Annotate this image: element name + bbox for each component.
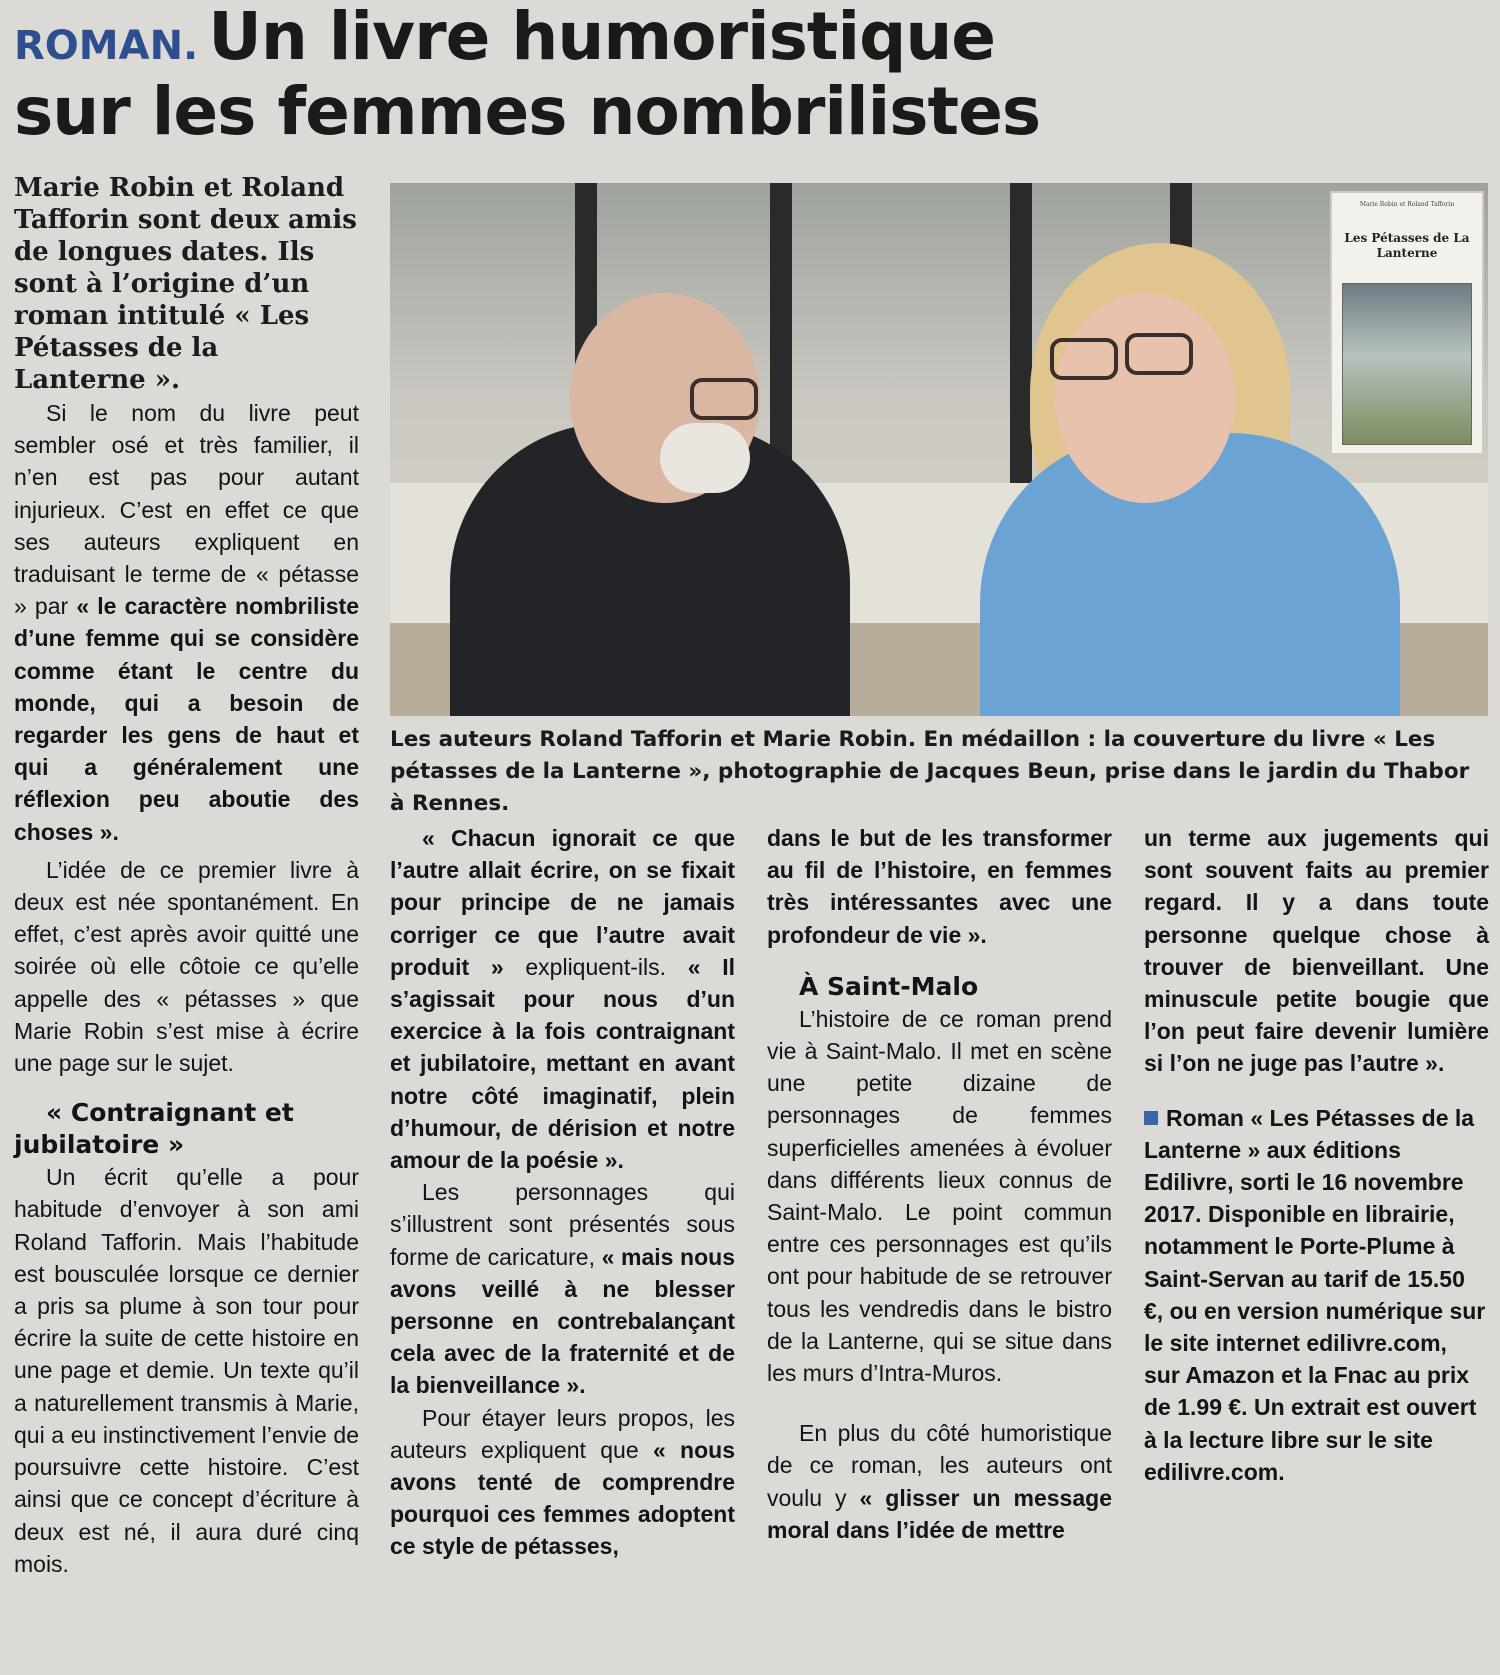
- cover-authors: Marie Robin et Roland Tafforin: [1359, 201, 1455, 208]
- bleed-through-left: [0, 0, 10, 1675]
- column-3: [767, 822, 1112, 1546]
- paragraph: [390, 1176, 735, 1401]
- photo-caption: Les auteurs Roland Tafforin et Marie Robin. En médaillon : la couverture du livre « Les pétasses de la Lanterne », photographie de Jacques Beun, prise dans le jardin du Thabor à Rennes.: [390, 727, 1470, 816]
- headline: [14, 0, 1144, 150]
- text: Si le nom du livre peut sembler osé et très familier, il n’en est pas pour autant injurieux. C’est en effet ce que ses auteurs expliquent en traduisant le terme de « pétasse » par: [14, 400, 359, 620]
- subhead: « Contraignant et jubilatoire »: [14, 1098, 294, 1160]
- text: expliquent-ils.: [503, 953, 688, 980]
- paragraph: L’histoire de ce roman prend vie à Saint-Malo. Il met en scène une petite dizaine de personnages de femmes superficielles amenées à évoluer dans différents lieux connus de Saint-Malo. Le point commun entre ces personnages est qu’ils ont pour habitude de se retrouver tous les vendredis dans le bistro de la Lanterne, qui se situe dans les murs d’Intra-Muros.: [767, 1005, 1112, 1387]
- subhead: À Saint-Malo: [799, 971, 979, 1001]
- woman-glasses-left: [1050, 338, 1118, 380]
- quote: « glisser un message moral dans l’idée de mettre: [767, 1484, 1112, 1543]
- column-4: [1144, 822, 1489, 1488]
- paragraph: [767, 1417, 1112, 1546]
- paragraph: [390, 822, 735, 1176]
- column-1: [14, 397, 359, 1580]
- quote: « le caractère nombriliste d’une femme qui se considère comme étant le centre du monde, qui a besoin de regarder les gens de haut et qui a généralement une réflexion peu aboutie des choses ».: [14, 593, 359, 845]
- paragraph: [14, 397, 359, 848]
- lede: Marie Robin et Roland Tafforin sont deux amis de longues dates. Ils sont à l’origine d’un roman intitulé « Les Pétasses de la Lanterne ».: [14, 173, 357, 395]
- paragraph: dans le but de les transformer au fil de l’histoire, en femmes très intéressantes avec une profondeur de vie ».: [767, 825, 1112, 948]
- text: En plus du côté humoristique de ce roman, les auteurs ont voulu y: [767, 1420, 1112, 1511]
- man-glasses: [690, 378, 758, 420]
- quote: « mais nous avons veillé à ne blesser personne en contrebalançant cela avec de la fraternité et de la bienveillance ».: [390, 1243, 736, 1399]
- woman-glasses-right: [1125, 333, 1193, 375]
- text: Pour étayer leurs propos, les auteurs expliquent que: [390, 1404, 735, 1463]
- paragraph: un terme aux jugements qui sont souvent faits au premier regard. Il y a dans toute personne quelque chose à trouver de bienveillant. Une minuscule petite bougie que l’on peut faire devenir lumière si l’on ne juge pas l’autre ».: [1144, 825, 1489, 1077]
- quote: « Il s’agissait pour nous d’un exercice à la fois contraignant et jubilatoire, mettant en avant notre côté imaginatif, plein d’humour, de dérision et notre amour de la poésie ».: [390, 953, 735, 1174]
- quote: « Chacun ignorait ce que l’autre allait écrire, on se fixait pour principe de ne jamais corriger ce que l’autre avait produit »: [390, 825, 735, 980]
- woman-face: [1055, 293, 1235, 503]
- headline-line-2: sur les femmes nombrilistes: [14, 73, 1041, 150]
- column-2: [390, 822, 735, 1563]
- text: Les personnages qui s’illustrent sont présentés sous forme de caricature,: [390, 1179, 735, 1270]
- book-cover-inset: [1330, 191, 1484, 455]
- authors-photo: [390, 183, 1488, 716]
- quote: « nous avons tenté de comprendre pourquoi ces femmes adoptent ce style de pétasses,: [390, 1436, 735, 1560]
- paragraph: [390, 1402, 735, 1563]
- square-bullet-icon: [1144, 1111, 1158, 1125]
- paragraph: Un écrit qu’elle a pour habitude d’envoyer à son ami Roland Tafforin. Mais l’habitude est bousculée lorsque ce dernier a pris sa plume à son tour pour écrire la suite de cette histoire en une page et demie. Un texte qu’il a naturellement transmis à Marie, qui a eu instinctivement l’envie de poursuivre cette histoire. C’est ainsi que ce concept d’écriture à deux est né, il aura duré cinq mois.: [14, 1164, 359, 1577]
- paragraph: L’idée de ce premier livre à deux est née spontanément. En effet, c’est après avoir quitté une soirée où elle côtoie ce qu’elle appelle des « pétasses » que Marie Robin s’est mise à écrire une page sur le sujet.: [14, 856, 359, 1077]
- info-box: [1144, 1102, 1489, 1488]
- info-text: Roman « Les Pétasses de la Lanterne » aux éditions Edilivre, sorti le 16 novembre 2017. Disponible en librairie, notamment le Porte-Plume à Saint-Servan au tarif de 15.50 €, ou en version numérique sur le site internet edilivre.com, sur Amazon et la Fnac au prix de 1.99 €. Un extrait est ouvert à la lecture libre sur le site edilivre.com.: [1144, 1104, 1486, 1485]
- man-beard: [660, 423, 750, 493]
- cover-title: Les Pétasses de La Lanterne: [1344, 231, 1470, 260]
- kicker: ROMAN.: [14, 23, 199, 69]
- cover-photo: [1342, 283, 1472, 445]
- headline-line-1: Un livre humoristique: [208, 0, 996, 75]
